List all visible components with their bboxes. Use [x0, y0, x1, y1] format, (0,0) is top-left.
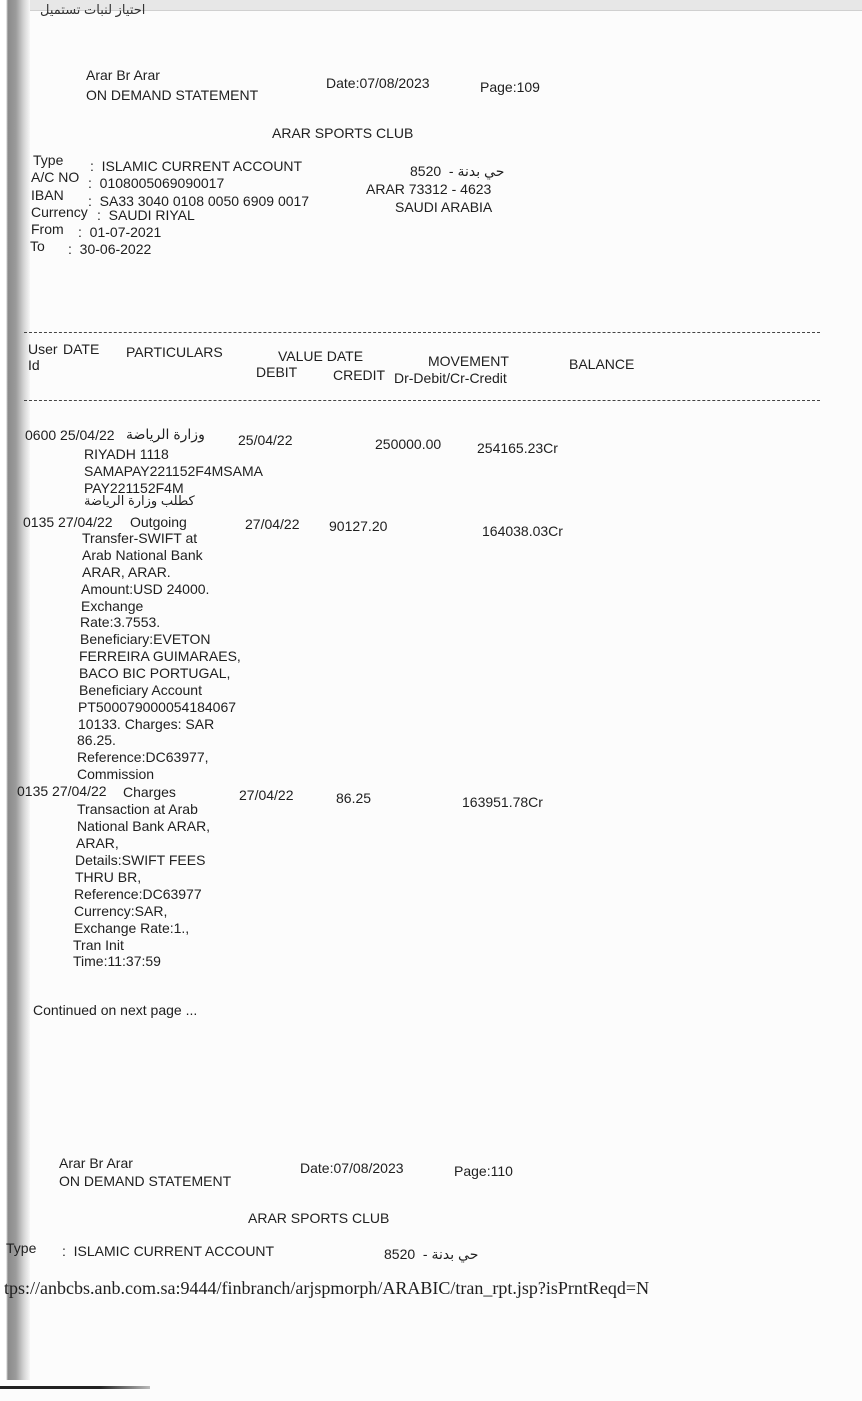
page2-page-number: Page:110 [454, 1163, 513, 1179]
particulars-line: Tran Init [73, 937, 124, 953]
particulars-line: Details:SWIFT FEES [75, 852, 206, 868]
col-user-id-2: Id [28, 357, 40, 373]
row-debit: 86.25 [336, 790, 372, 806]
page2-type-value: : ISLAMIC CURRENT ACCOUNT [62, 1243, 275, 1259]
row-first-line: وزارة الرياضة [126, 426, 205, 442]
footer-url: tps://anbcbs.anb.com.sa:9444/finbranch/arjspmorph/ARABIC/tran_rpt.jsp?isPrntReqd=N [4, 1278, 650, 1298]
row-debit: 90127.20 [329, 518, 388, 534]
particulars-line: Beneficiary Account [79, 682, 202, 698]
particulars-line: FERREIRA GUIMARAES, [79, 648, 241, 664]
row-user-date: 0600 25/04/22 [25, 427, 115, 443]
col-value-date: VALUE DATE [278, 348, 364, 364]
address-line-3: SAUDI ARABIA [395, 199, 493, 215]
continued-note: Continued on next page ... [33, 1002, 198, 1018]
address-line-1: حي بدنة - 8520 [410, 163, 505, 179]
page2-branch-name: Arar Br Arar [59, 1155, 133, 1171]
particulars-line: Reference:DC63977 [74, 886, 202, 902]
iban-label: IBAN [31, 187, 64, 203]
particulars-line: كطلب وزارة الرياضة [84, 493, 195, 508]
from-label: From [31, 221, 64, 237]
particulars-line: National Bank ARAR, [77, 818, 211, 834]
top-cut-text: احتياز لنبات تستميل [40, 2, 150, 17]
iban-value: : SA33 3040 0108 0050 6909 0017 [88, 193, 310, 209]
row-balance: 163951.78Cr [462, 794, 543, 810]
statement-title: ON DEMAND STATEMENT [86, 87, 259, 103]
currency-label: Currency [31, 204, 88, 220]
particulars-line: SAMAPAY221152F4MSAMA [84, 463, 263, 479]
row-balance: 164038.03Cr [482, 523, 563, 539]
type-label: Type [33, 152, 64, 168]
particulars-line: PAY221152F4M [84, 480, 184, 496]
col-dr-cr: Dr-Debit/Cr-Credit [394, 370, 507, 386]
to-label: To [30, 238, 45, 254]
particulars-line: Transfer-SWIFT at [82, 530, 198, 546]
col-date: DATE [63, 341, 100, 357]
club-name: ARAR SPORTS CLUB [272, 125, 414, 141]
page2-statement-title: ON DEMAND STATEMENT [59, 1173, 232, 1189]
particulars-line: Exchange Rate:1., [74, 920, 190, 936]
row-balance: 254165.23Cr [477, 440, 558, 456]
particulars-line: THRU BR, [75, 869, 142, 885]
row-first-line: Outgoing [130, 514, 187, 530]
header-rule-top [24, 332, 820, 333]
page-number: Page:109 [480, 79, 540, 95]
particulars-line: ARAR, [76, 835, 119, 851]
row-credit: 250000.00 [375, 436, 442, 452]
col-movement: MOVEMENT [428, 353, 509, 369]
particulars-line: BACO BIC PORTUGAL, [79, 665, 231, 681]
page-bottom-edge [0, 1386, 150, 1389]
to-value: : 30-06-2022 [68, 241, 152, 257]
row-value-date: 25/04/22 [238, 432, 293, 448]
row-value-date: 27/04/22 [245, 516, 300, 532]
currency-value: : SAUDI RIYAL [97, 207, 195, 223]
type-value: : ISLAMIC CURRENT ACCOUNT [90, 158, 303, 174]
col-particulars: PARTICULARS [126, 344, 223, 360]
col-user-id: User [28, 341, 58, 357]
row-value-date: 27/04/22 [239, 787, 294, 803]
particulars-line: Amount:USD 24000. [81, 581, 210, 597]
scan-binding-shadow [0, 0, 30, 1380]
particulars-line: Exchange [81, 598, 144, 614]
header-rule-bottom [24, 400, 820, 401]
col-credit: CREDIT [333, 367, 386, 383]
particulars-line: ARAR, ARAR. [82, 564, 171, 580]
particulars-line: PT500079000054184067 [78, 699, 237, 715]
particulars-line: Currency:SAR, [74, 903, 168, 919]
particulars-line: Arab National Bank [82, 547, 203, 563]
col-debit: DEBIT [256, 364, 298, 380]
row-first-line: Charges [123, 784, 176, 800]
page2-date: Date:07/08/2023 [300, 1160, 404, 1176]
from-value: : 01-07-2021 [78, 224, 162, 240]
row-user-date: 0135 27/04/22 [17, 783, 107, 799]
particulars-line: 86.25. [77, 732, 116, 748]
particulars-line: Beneficiary:EVETON [80, 631, 211, 647]
particulars-line: Transaction at Arab [77, 801, 198, 817]
page2-type-label: Type [6, 1240, 37, 1256]
col-balance: BALANCE [569, 356, 635, 372]
branch-name: Arar Br Arar [86, 67, 160, 83]
acno-value: : 0108005069090017 [88, 175, 225, 191]
page2-club-name: ARAR SPORTS CLUB [248, 1210, 390, 1226]
particulars-line: 10133. Charges: SAR [78, 716, 215, 732]
particulars-line: Time:11:37:59 [73, 953, 161, 969]
acno-label: A/C NO [31, 169, 80, 185]
row-user-date: 0135 27/04/22 [23, 514, 113, 530]
particulars-line: Rate:3.7553. [80, 614, 161, 630]
statement-date: Date:07/08/2023 [326, 75, 430, 91]
page2-address-line: حي بدنة - 8520 [384, 1246, 479, 1262]
address-line-2: ARAR 73312 - 4623 [366, 181, 492, 197]
particulars-line: RIYADH 1118 [84, 446, 169, 462]
particulars-line: Commission [77, 766, 155, 782]
particulars-line: Reference:DC63977, [77, 749, 209, 765]
